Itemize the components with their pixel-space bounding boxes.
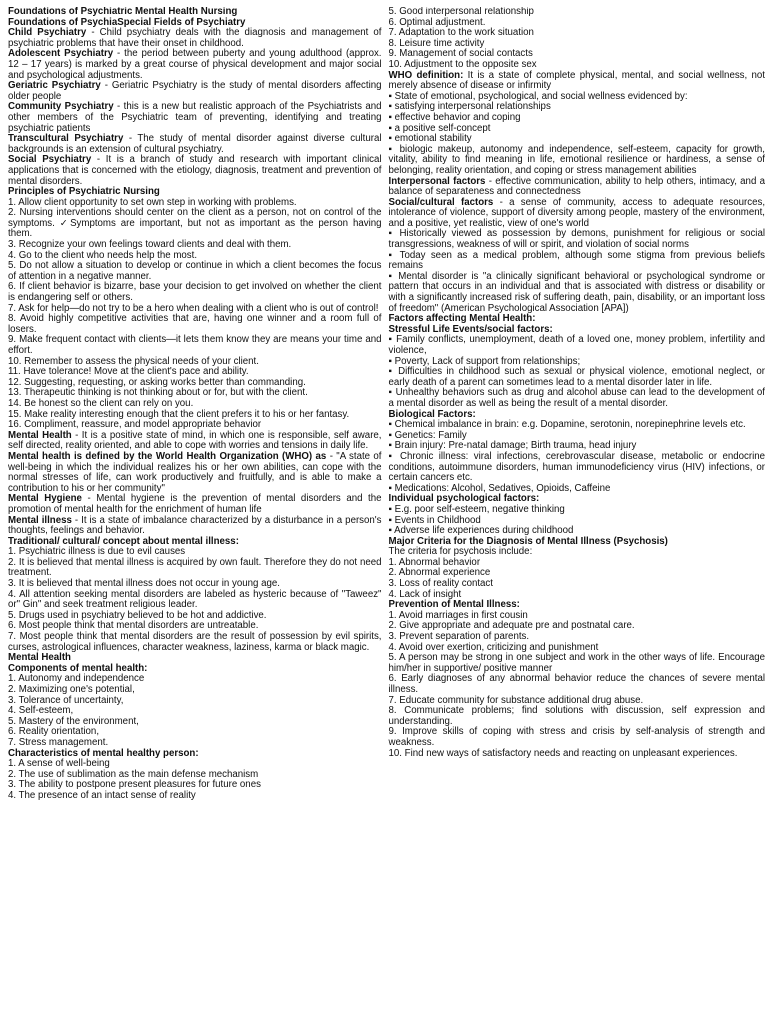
body-text: - "A state of well-being in which the individual realizes his or her own abilities, can cope with the normal stresses of life, can work productively and fruitfully, and is able to make a contribution to his or her community" [8, 450, 382, 494]
body-text: 8. Avoid highly competitive activities that are, having one winner and a room full of losers. [8, 313, 382, 335]
body-text: 12. Suggesting, requesting, or asking works better than commanding. [8, 376, 306, 388]
text-line [389, 653, 766, 674]
section-heading: Stressful Life Events/social factors: [388, 323, 553, 335]
text-line [389, 749, 766, 760]
body-text: 2. It is believed that mental illness is acquired by own fault. Therefore they do not need treatment. [8, 556, 382, 579]
body-text: ▪ Poverty, Lack of support from relationships; [388, 355, 581, 367]
body-text: 5. Do not allow a situation to develop or continue in which a client becomes the focus of attention in a negative manner. [8, 260, 382, 282]
body-text: - Geriatric Psychiatry is the study of mental disorders affecting older people [8, 80, 382, 102]
body-text: 15. Make reality interesting enough that the client prefers it to his or her fantasy. [8, 408, 350, 420]
section-heading: Components of mental health: [8, 662, 148, 674]
body-text: - Mental hygiene is the prevention of mental disorders and the promotion of mental health for the enrichment of human life [8, 493, 382, 515]
term: Mental Hygiene [8, 493, 82, 505]
right-column [387, 7, 766, 1024]
body-text: 6. Optimal adjustment. [388, 16, 486, 28]
text-line [389, 674, 766, 695]
body-text: It is a state of complete physical, mental, and social wellness, not merely absence of disease or infirmity [388, 69, 765, 92]
body-text: 4. Lack of insight [388, 588, 462, 600]
body-text: 2. Maximizing one's potential, [8, 684, 135, 695]
body-text: ▪ Today seen as a medical problem, although some stigma from previous beliefs remains [388, 249, 765, 272]
body-text: - The study of mental disorder against diverse cultural backgrounds is an extension of cultural psychiatry. [8, 133, 382, 155]
text-line [8, 282, 382, 303]
body-text: 4. The presence of an intact sense of reality [8, 789, 196, 801]
text-line [389, 367, 766, 388]
definition-paragraph [8, 452, 382, 494]
term: Adolescent Psychiatry [8, 48, 114, 60]
term: Social/cultural factors [388, 196, 494, 208]
body-text: 10. Adjustment to the opposite sex [388, 58, 537, 70]
body-text: 10. Remember to assess the physical needs of your client. [8, 355, 259, 367]
body-text: 4. Self-esteem, [8, 705, 74, 717]
body-text: ▪ Medications: Alcohol, Sedatives, Opioids, Caffeine [388, 482, 611, 494]
text-line [389, 706, 766, 727]
definition-paragraph [8, 494, 382, 515]
body-text: 13. Therapeutic thinking is not thinking about or for, but with the client. [8, 387, 308, 399]
section-heading: Foundations of PsychiaSpecial Fields of Psychiatry [8, 16, 246, 28]
term: WHO definition: [388, 69, 464, 81]
body-text: 7. Educate community for substance additional drug abuse. [388, 694, 644, 706]
body-text: 1. Autonomy and independence [8, 673, 145, 685]
body-text: 5. Mastery of the environment, [8, 715, 139, 727]
body-text: ▪ Genetics: Family [388, 429, 467, 441]
term: Interpersonal factors [388, 175, 486, 187]
body-text: ▪ satisfying interpersonal relationships [388, 101, 551, 113]
body-text: 1. Avoid marriages in first cousin [388, 609, 528, 621]
section-heading: Major Criteria for the Diagnosis of Mental Illness (Psychosis) [388, 535, 668, 547]
body-text: 2. Give appropriate and adequate pre and postnatal care. [388, 620, 635, 632]
section-heading: Mental Health [8, 652, 71, 664]
body-text: ▪ Brain injury: Pre-natal damage; Birth trauma, head injury [388, 440, 637, 452]
text-line [389, 229, 766, 250]
body-text: 6. If client behavior is bizarre, base your decision to get involved on whether the client is endangering self or others. [8, 281, 382, 304]
text-line [389, 145, 766, 177]
body-text: 8. Communicate problems; find solutions with discussion, self expression and understanding. [388, 705, 765, 727]
text-line [8, 335, 382, 356]
body-text: 6. Reality orientation, [8, 726, 100, 738]
body-text: 3. Tolerance of uncertainty, [8, 694, 124, 706]
body-text: 2. The use of sublimation as the main defense mechanism [8, 768, 259, 780]
body-text: - this is a new but realistic approach of the Psychiatrists and other members of the Psychiatric team of preventing, identifying and treating psychiatric patients [8, 101, 382, 134]
body-text: 7. Adaptation to the work situation [388, 27, 534, 39]
body-text: 8. Leisure time activity [388, 37, 485, 49]
body-text: 2. Nursing interventions should center on the client as a person, not on control of the symptoms. ✓Symptoms are important, but not as important as the person having them. [8, 207, 382, 240]
term: Community Psychiatry [8, 101, 114, 113]
body-text: ▪ Chemical imbalance in brain: e.g. Dopamine, serotonin, norepinephrine levels etc. [388, 419, 746, 431]
body-text: 4. Go to the client who needs help the most. [8, 249, 198, 261]
definition-paragraph [8, 49, 382, 81]
definition-paragraph [8, 28, 382, 49]
definition-paragraph [8, 155, 382, 187]
section-heading: Principles of Psychiatric Nursing [8, 186, 160, 198]
body-text: 14. Be honest so the client can rely on you. [8, 397, 194, 409]
text-line [8, 738, 382, 749]
body-text: 9. Management of social contacts [388, 48, 533, 60]
body-text: - It is a state of imbalance characterized by a disturbance in a person's thoughts, feelings and behavior. [8, 514, 382, 537]
body-text: - It is a branch of study and research with important clinical applications that is concerned with the etiology, diagnosis, treatment and prevention of mental disorders. [8, 154, 382, 187]
text-line [389, 335, 766, 356]
body-text: ▪ a positive self-concept [388, 122, 491, 134]
definition-paragraph [8, 81, 382, 102]
definition-paragraph [8, 516, 382, 537]
body-text: ▪ Family conflicts, unemployment, death of a loved one, money problem, infertility and violence, [388, 334, 765, 356]
body-text: ▪ Unhealthy behaviors such as drug and alcohol abuse can lead to the development of a mental disorder as well as being the result of a mental disorder. [388, 387, 765, 409]
section-heading: Factors affecting Mental Health: [388, 313, 536, 325]
body-text: 3. Loss of reality contact [388, 578, 493, 590]
term: Mental health is defined by the World Health Organization (WHO) as [8, 450, 327, 462]
body-text: 6. Most people think that mental disorders are untreatable. [8, 620, 259, 632]
definition-paragraph [389, 198, 766, 230]
text-line [389, 251, 766, 272]
body-text: The criteria for psychosis include: [388, 546, 533, 558]
body-text: 3. It is believed that mental illness does not occur in young age. [8, 578, 280, 590]
body-text: 7. Ask for help—do not try to be a hero when dealing with a client who is out of control! [8, 302, 379, 314]
section-heading: Traditional/ cultural/ concept about mental illness: [8, 535, 239, 547]
body-text: 16. Compliment, reassure, and model appropriate behavior [8, 419, 262, 431]
body-text: - It is a positive state of mind, in which one is responsible, self aware, self directed, reality oriented, and able to cope with worries and tensions in daily life. [8, 429, 382, 452]
term: Child Psychiatry [8, 27, 87, 39]
body-text: 10. Find new ways of satisfactory needs and reacting on unpleasant experiences. [388, 747, 738, 759]
body-text: 1. A sense of well-being [8, 758, 110, 770]
definition-paragraph [8, 431, 382, 452]
body-text: 4. All attention seeking mental disorders are labeled as hysteric because of "Taweez" or" Gin" and seek treatment religious leader. [8, 588, 382, 611]
body-text: ▪ Events in Childhood [388, 514, 481, 526]
body-text: 7. Stress management. [8, 736, 109, 748]
text-line [389, 727, 766, 748]
text-line [8, 261, 382, 282]
body-text: 5. Drugs used in psychiatry believed to be hot and addictive. [8, 609, 267, 621]
text-line [8, 558, 382, 579]
body-text: ▪ biologic makeup, autonomy and independence, self-esteem, capacity for growth, vitality, ability to find meaning in life, emotional resilience or hardiness, a sense of belonging, reality orientation, and coping or stress management abilities [388, 143, 765, 176]
body-text: ▪ Adverse life experiences during childhood [388, 525, 574, 537]
body-text: 1. Allow client opportunity to set own step in working with problems. [8, 196, 297, 208]
term: Mental Health [8, 429, 72, 441]
body-text: ▪ emotional stability [388, 133, 472, 145]
body-text: ▪ E.g. poor self-esteem, negative thinking [388, 503, 565, 515]
section-heading: Biological Factors: [388, 408, 476, 420]
text-line [389, 272, 766, 314]
body-text: 5. Good interpersonal relationship [388, 7, 534, 17]
body-text: 3. Recognize your own feelings toward clients and deal with them. [8, 239, 292, 251]
term: Geriatric Psychiatry [8, 80, 101, 92]
section-heading: Prevention of Mental Illness: [388, 599, 520, 611]
body-text: ▪ effective behavior and coping [388, 111, 521, 123]
body-text: - Child psychiatry deals with the diagnosis and management of psychiatric problems that have their onset in childhood. [8, 27, 382, 49]
body-text: 7. Most people think that mental disorders are the result of possession by evil spirits, curses, astrological influences, character weakness, laziness, karma or black magic. [8, 631, 382, 653]
body-text: ▪ Mental disorder is "a clinically significant behavioral or psychological syndrome or pattern that occurs in an individual and that is associated with distress or disability or with a significantly increased risk of suffering death, pain, disability, or an important loss of freedom" (American Psychological Association [APA]) [388, 270, 765, 314]
section-heading: Individual psychological factors: [388, 493, 540, 505]
text-line [8, 590, 382, 611]
term: Mental illness [8, 514, 72, 526]
body-text: ▪ State of emotional, psychological, and social wellness evidenced by: [388, 90, 688, 102]
term: Social Psychiatry [8, 154, 92, 166]
definition-paragraph [389, 177, 766, 198]
term: Transcultural Psychiatry [8, 133, 124, 145]
body-text: - a sense of community, access to adequate resources, intolerance of violence, support of diversity among people, mastery of the environment, and a positive, yet realistic, view of one's world [388, 196, 765, 229]
text-line [8, 314, 382, 335]
body-text: 2. Abnormal experience [388, 567, 491, 579]
text-line [389, 388, 766, 409]
definition-paragraph [8, 102, 382, 134]
body-text: - effective communication, ability to help others, intimacy, and a balance of separateness and connectedness [388, 175, 765, 198]
text-line [389, 452, 766, 484]
body-text: ▪ Historically viewed as possession by demons, punishment for religious or social transgressions, weakness of will or spirit, and violation of social norms [388, 228, 765, 251]
body-text: 11. Have tolerance! Move at the client's pace and ability. [8, 366, 249, 378]
text-line [8, 791, 382, 802]
body-text: 1. Psychiatric illness is due to evil causes [8, 546, 186, 558]
body-text: 9. Make frequent contact with clients—it lets them know they are means your time and effort. [8, 334, 382, 356]
body-text: ▪ Difficulties in childhood such as sexual or physical violence, emotional neglect, or early death of a parent can sometimes lead to a mental disorder later in life. [388, 366, 765, 388]
body-text: 6. Early diagnoses of any abnormal behavior reduce the chances of severe mental illness. [388, 673, 765, 695]
body-text: 5. A person may be strong in one subject and work in the other ways of life. Encourage him/her in supportive/ positive manner [388, 652, 765, 674]
body-text: 3. Prevent separation of parents. [388, 631, 530, 643]
section-heading: Characteristics of mental healthy person: [8, 747, 199, 759]
body-text: - the period between puberty and young adulthood (approx. 12 – 17 years) is marked by a great course of physical development and major social and psychological adjustments. [8, 48, 382, 81]
body-text: 1. Abnormal behavior [388, 556, 481, 568]
definition-paragraph [389, 71, 766, 92]
text-line [8, 208, 382, 240]
body-text: 4. Avoid over exertion, criticizing and punishment [388, 641, 599, 653]
text-line [8, 632, 382, 653]
left-column [8, 7, 387, 1024]
body-text: ▪ Chronic illness: viral infections, cerebrovascular disease, metabolic or endocrine conditions, autoimmune disorders, human immunodeficiency virus (HIV) infections, or certain cancers etc. [388, 450, 765, 484]
section-heading: Foundations of Psychiatric Mental Health Nursing [8, 7, 238, 17]
body-text: 9. Improve skills of coping with stress and crisis by self-analysis of strength and weakness. [388, 726, 765, 748]
body-text: 3. The ability to postpone present pleasures for future ones [8, 779, 261, 791]
definition-paragraph [8, 134, 382, 155]
